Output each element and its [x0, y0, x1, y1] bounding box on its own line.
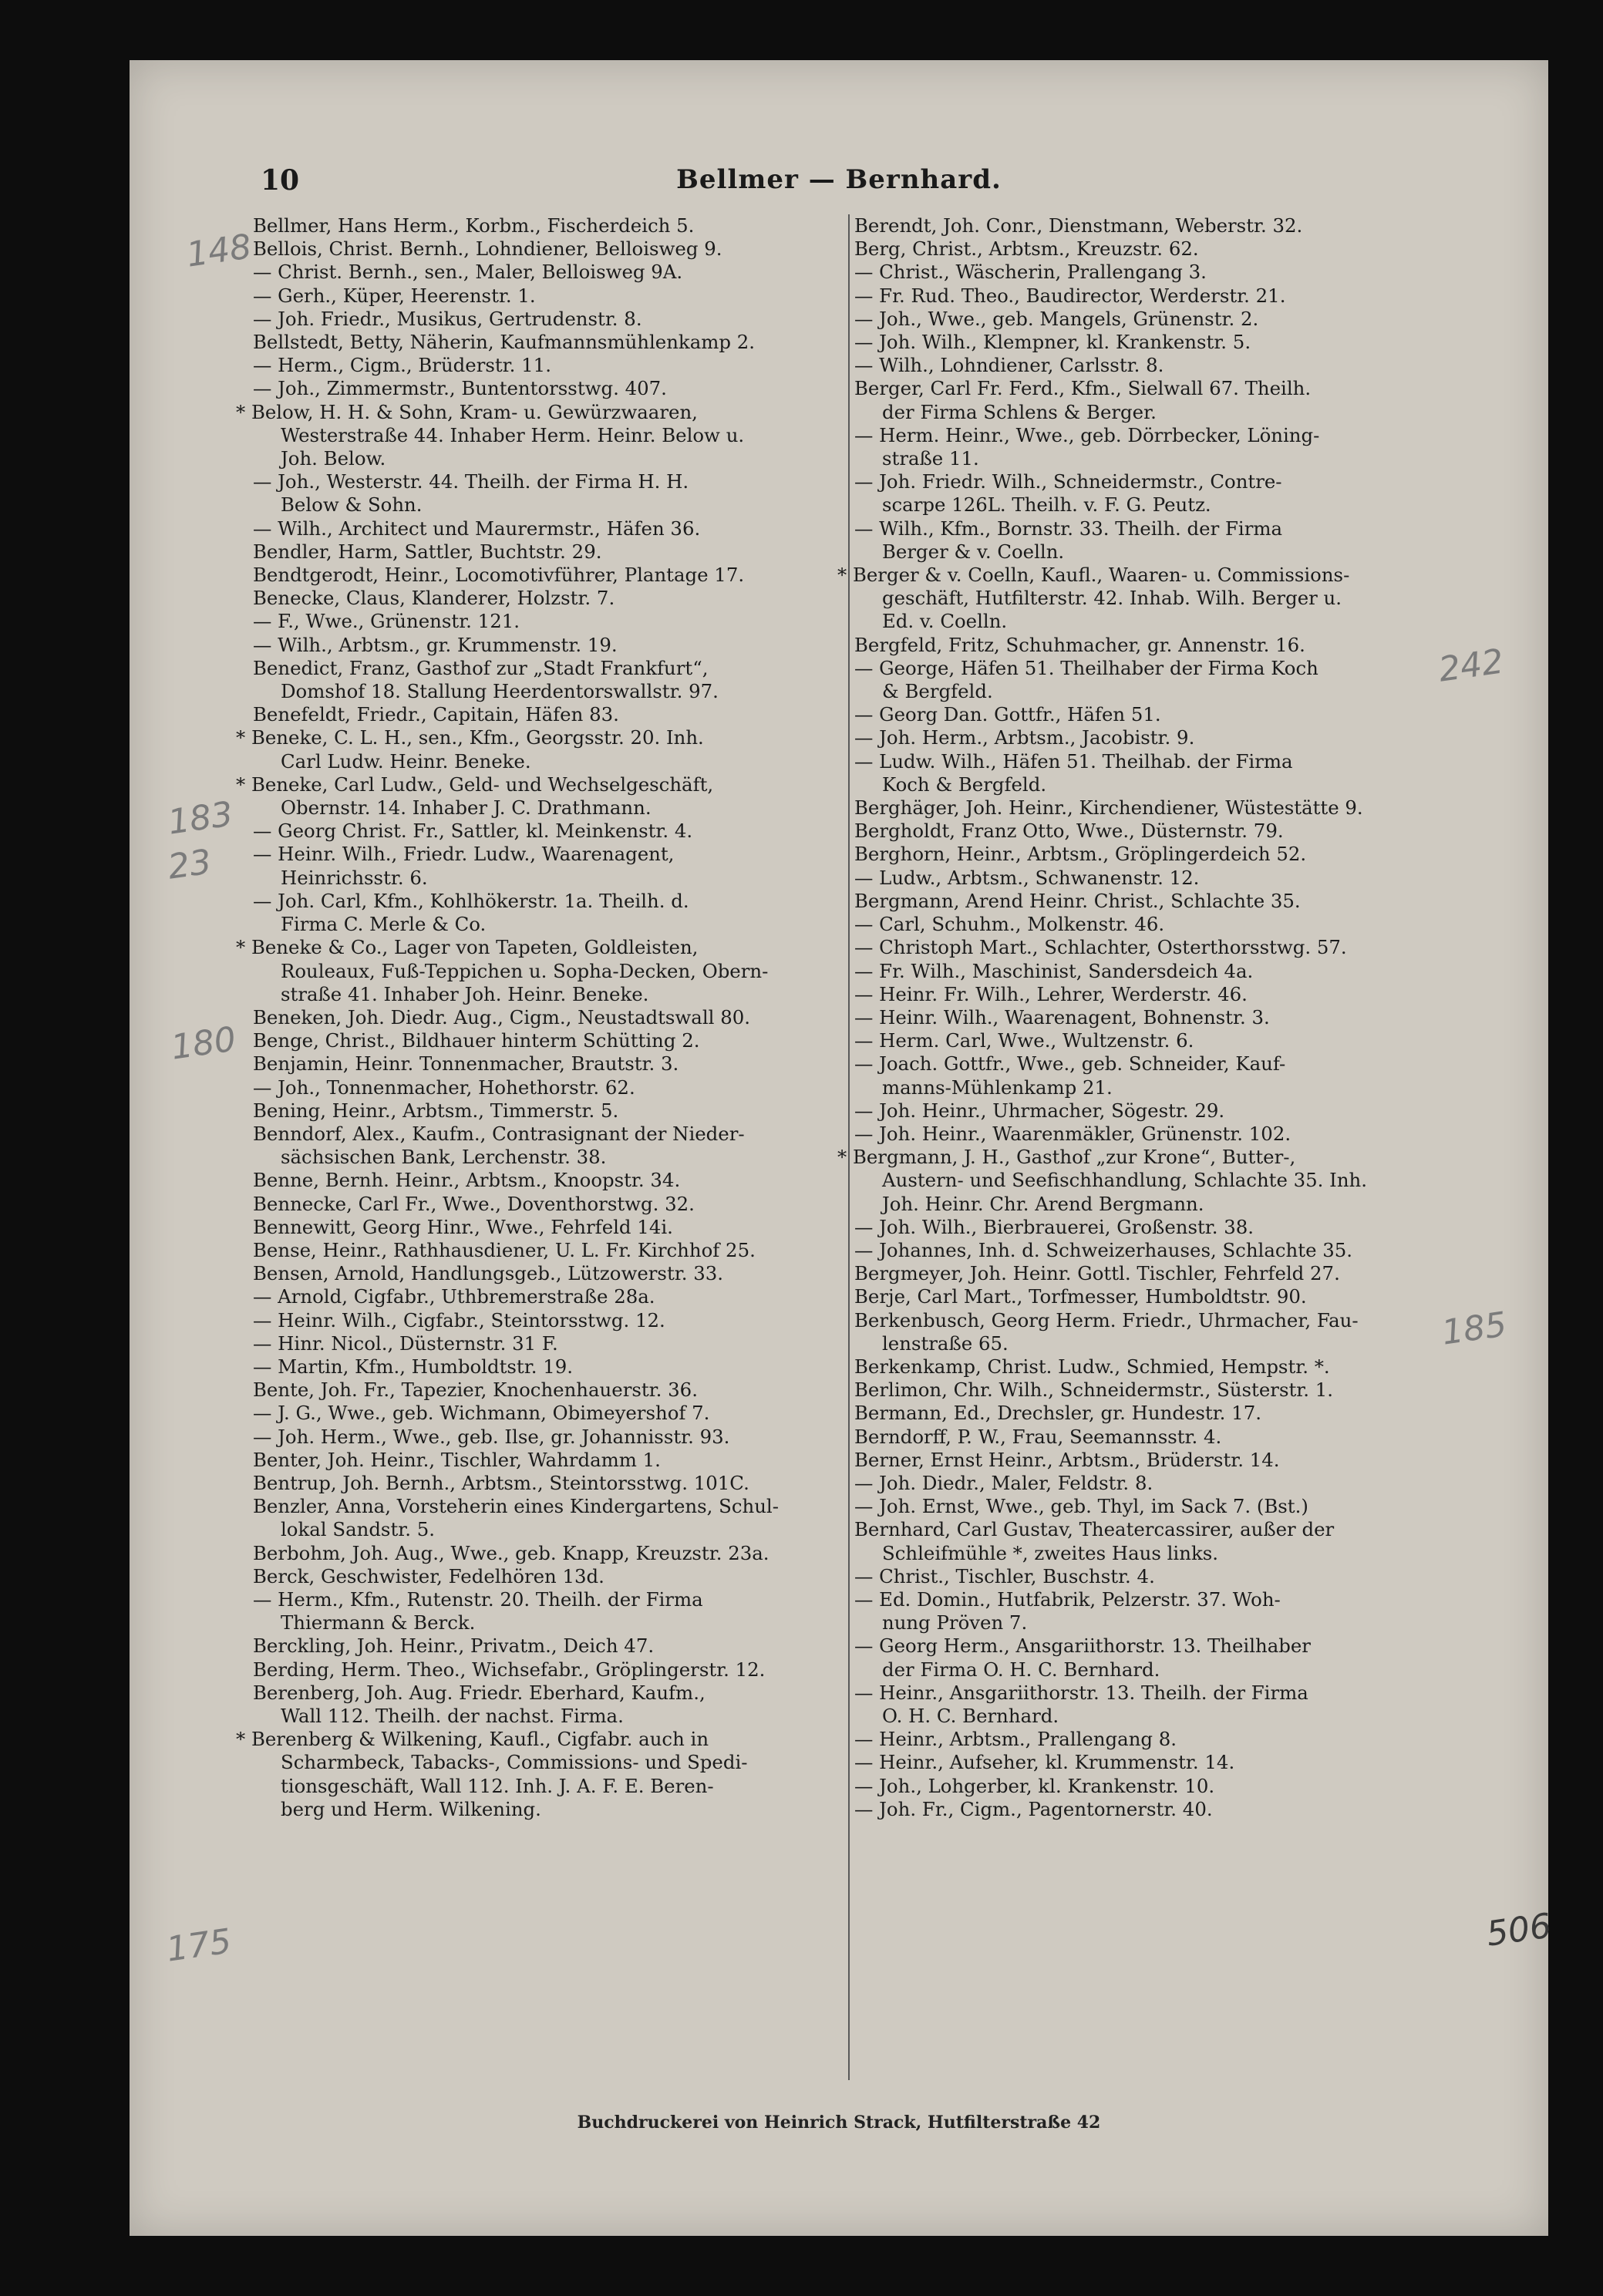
entry-line: straße 41. Inhaber Joh. Heinr. Beneke.: [281, 982, 649, 1005]
entry-line: — Heinr., Arbtsm., Prallengang 8.: [854, 1728, 1177, 1751]
directory-entry: [854, 237, 1436, 261]
entry-line: — Herm. Carl, Wwe., Wultzenstr. 6.: [854, 1029, 1194, 1052]
entry-line: — Heinr. Fr. Wilh., Lehrer, Werderstr. 46.: [854, 982, 1248, 1005]
entry-line: Berndorff, P. W., Frau, Seemannsstr. 4.: [854, 1425, 1222, 1448]
entry-line: Berckling, Joh. Heinr., Privatm., Deich 47.: [253, 1634, 655, 1658]
entry-line: Berner, Ernst Heinr., Arbtsm., Brüderstr. 14.: [854, 1448, 1280, 1471]
entry-line: — Wilh., Lohndiener, Carlsstr. 8.: [854, 354, 1164, 377]
directory-entry: [837, 1146, 1436, 1216]
entry-line: Firma C. Merle & Co.: [281, 913, 487, 936]
entry-line: — J. G., Wwe., geb. Wichmann, Obimeyershof 7.: [253, 1402, 710, 1425]
directory-entry: [253, 1332, 847, 1355]
entry-line: — Arnold, Cigfabr., Uthbremerstraße 28a.: [253, 1285, 655, 1308]
entry-line: straße 11.: [882, 447, 979, 470]
directory-entry: [854, 1518, 1436, 1564]
directory-entry: [854, 1379, 1436, 1402]
entry-line: der Firma O. H. C. Bernhard.: [882, 1658, 1160, 1681]
directory-entry: [253, 1239, 847, 1262]
entry-line: Benzler, Anna, Vorsteherin eines Kindergartens, Schul-: [253, 1495, 779, 1518]
entry-line: — Heinr., Aufseher, kl. Krummenstr. 14.: [854, 1751, 1235, 1774]
entry-line: Bendtgerodt, Heinr., Locomotivführer, Plantage 17.: [253, 564, 745, 587]
directory-entry: [253, 1495, 847, 1541]
directory-entry: [854, 517, 1436, 564]
directory-entry: [854, 820, 1436, 843]
entry-line: Beneken, Joh. Diedr. Aug., Cigm., Neustadtswall 80.: [253, 1005, 750, 1028]
entry-line: Benecke, Claus, Klanderer, Holzstr. 7.: [253, 587, 615, 610]
printer-imprint: Buchdruckerei von Heinrich Strack, Hutfilterstraße 42: [577, 2113, 1101, 2133]
entry-line: Berkenbusch, Georg Herm. Friedr., Uhrmacher, Fau-: [854, 1308, 1359, 1331]
entry-line: Heinrichsstr. 6.: [281, 866, 428, 889]
entry-line: — Ed. Domin., Hutfabrik, Pelzerstr. 37. Woh-: [854, 1587, 1281, 1611]
entry-line: Berlimon, Chr. Wilh., Schneidermstr., Süsterstr. 1.: [854, 1379, 1334, 1402]
directory-entry: [854, 726, 1436, 749]
entry-line: manns-Mühlenkamp 21.: [882, 1076, 1113, 1099]
margin-note: 148: [184, 227, 254, 275]
directory-entry: [854, 936, 1436, 959]
directory-entry: [236, 400, 847, 471]
directory-entry: [253, 308, 847, 331]
directory-entry: [854, 796, 1436, 820]
directory-entry: [837, 564, 1436, 634]
directory-entry: [854, 1239, 1436, 1262]
entry-line: * Berenberg & Wilkening, Kaufl., Cigfabr. auch in: [236, 1728, 709, 1751]
directory-entry: [854, 1798, 1436, 1821]
entry-line: — F., Wwe., Grünenstr. 121.: [253, 610, 520, 633]
directory-entry: [854, 983, 1436, 1006]
entry-line: — Joh. Herm., Wwe., geb. Ilse, gr. Johannisstr. 93.: [253, 1425, 730, 1448]
entry-line: Joh. Below.: [281, 447, 386, 470]
directory-entry: [854, 1309, 1436, 1355]
entry-line: Benne, Bernh. Heinr., Arbtsm., Knoopstr. 34.: [253, 1169, 681, 1192]
directory-entry: [854, 1402, 1436, 1425]
margin-note: 183: [165, 794, 236, 843]
directory-entry: [253, 1076, 847, 1099]
directory-entry: [854, 1052, 1436, 1099]
entry-line: — Heinr. Wilh., Cigfabr., Steintorsstwg. 12.: [253, 1308, 665, 1331]
entry-line: Joh. Heinr. Chr. Arend Bergmann.: [882, 1192, 1204, 1215]
entry-line: Schleifmühle *, zweites Haus links.: [882, 1541, 1218, 1564]
entry-line: Berje, Carl Mart., Torfmesser, Humboldtstr. 90.: [854, 1285, 1307, 1308]
directory-entry: [253, 1449, 847, 1472]
directory-entry: [854, 261, 1436, 284]
directory-entry: [253, 1216, 847, 1239]
directory-entry: [854, 331, 1436, 354]
entry-line: — Christoph Mart., Schlachter, Osterthorsstwg. 57.: [854, 936, 1347, 959]
directory-entry: [854, 1449, 1436, 1472]
directory-entry: [253, 1542, 847, 1565]
directory-entry: [253, 354, 847, 377]
entry-line: Bente, Joh. Fr., Tapezier, Knochenhauerstr. 36.: [253, 1379, 698, 1402]
entry-line: sächsischen Bank, Lerchenstr. 38.: [281, 1146, 607, 1169]
entry-line: Benefeldt, Friedr., Capitain, Häfen 83.: [253, 703, 619, 726]
directory-entry: [253, 890, 847, 936]
entry-line: berg und Herm. Wilkening.: [281, 1797, 541, 1820]
directory-entry: [253, 377, 847, 400]
directory-entry: [253, 1588, 847, 1634]
directory-entry: [854, 1006, 1436, 1029]
directory-entry: [253, 587, 847, 610]
entry-line: — Joh., Wwe., geb. Mangels, Grünenstr. 2.: [854, 307, 1259, 330]
entry-line: — Joh., Lohgerber, kl. Krankenstr. 10.: [854, 1774, 1215, 1797]
directory-entry: [236, 726, 847, 773]
directory-entry: [854, 1216, 1436, 1239]
entry-line: — Wilh., Arbtsm., gr. Krummenstr. 19.: [253, 633, 618, 656]
directory-entry: [854, 913, 1436, 936]
right-column: [837, 214, 1436, 1821]
directory-entry: [854, 377, 1436, 423]
entry-line: * Beneke, C. L. H., sen., Kfm., Georgsstr. 20. Inh.: [236, 726, 704, 749]
directory-entry: [854, 960, 1436, 983]
directory-entry: [854, 634, 1436, 657]
directory-entry: [854, 890, 1436, 913]
entry-line: — Wilh., Kfm., Bornstr. 33. Theilh. der Firma: [854, 517, 1283, 540]
entry-line: Bernhard, Carl Gustav, Theatercassirer, außer der: [854, 1518, 1335, 1541]
entry-line: Bennecke, Carl Fr., Wwe., Doventhorstwg. 32.: [253, 1192, 695, 1215]
entry-line: — Joh. Ernst, Wwe., geb. Thyl, im Sack 7. (Bst.): [854, 1495, 1308, 1518]
directory-entry: [253, 1309, 847, 1332]
entry-line: geschäft, Hutfilterstr. 42. Inhab. Wilh. Berger u.: [882, 587, 1342, 610]
directory-entry: [253, 1565, 847, 1588]
entry-line: Bellstedt, Betty, Näherin, Kaufmannsmühlenkamp 2.: [253, 331, 756, 354]
entry-line: Bergmann, Arend Heinr. Christ., Schlachte 35.: [854, 889, 1301, 912]
directory-entry: [253, 540, 847, 564]
entry-line: * Beneke, Carl Ludw., Geld- und Wechselgeschäft,: [236, 773, 714, 796]
entry-line: — Heinr., Ansgariithorstr. 13. Theilh. der Firma: [854, 1681, 1308, 1704]
entry-line: — Herm., Kfm., Rutenstr. 20. Theilh. der Firma: [253, 1587, 703, 1611]
directory-entry: [253, 1402, 847, 1425]
directory-entry: [854, 1565, 1436, 1588]
entry-line: — Wilh., Architect und Maurermstr., Häfen 36.: [253, 517, 701, 540]
directory-entry: [253, 703, 847, 726]
entry-line: Berding, Herm. Theo., Wichsefabr., Gröplingerstr. 12.: [253, 1658, 766, 1681]
directory-entry: [253, 284, 847, 308]
directory-entry: [854, 1099, 1436, 1123]
directory-entry: [253, 1472, 847, 1495]
entry-line: Bense, Heinr., Rathhausdiener, U. L. Fr. Kirchhof 25.: [253, 1238, 756, 1261]
entry-line: — Gerh., Küper, Heerenstr. 1.: [253, 284, 536, 307]
entry-line: Benedict, Franz, Gasthof zur „Stadt Frankfurt“,: [253, 656, 709, 679]
directory-entry: [253, 843, 847, 889]
entry-line: Bennewitt, Georg Hinr., Wwe., Fehrfeld 14i.: [253, 1215, 673, 1238]
directory-entry: [236, 936, 847, 1006]
directory-entry: [854, 1775, 1436, 1798]
entry-line: — Joh., Zimmermstr., Buntentorsstwg. 407.: [253, 377, 667, 400]
entry-line: * Bergmann, J. H., Gasthof „zur Krone“, Butter-,: [837, 1146, 1296, 1169]
directory-entry: [854, 470, 1436, 517]
directory-entry: [854, 214, 1436, 237]
directory-entry: [854, 1355, 1436, 1379]
directory-entry: [253, 1682, 847, 1728]
directory-entry: [854, 1588, 1436, 1634]
entry-line: — Fr. Wilh., Maschinist, Sandersdeich 4a.: [854, 959, 1254, 982]
directory-entry: [253, 1355, 847, 1379]
entry-line: — Christ., Tischler, Buschstr. 4.: [854, 1564, 1155, 1587]
entry-line: der Firma Schlens & Berger.: [882, 400, 1157, 423]
entry-line: Carl Ludw. Heinr. Beneke.: [281, 749, 531, 773]
directory-entry: [253, 564, 847, 587]
page-number: 10: [261, 164, 300, 197]
directory-entry: [854, 1728, 1436, 1751]
margin-note: 180: [168, 1019, 239, 1068]
directory-entry: [253, 470, 847, 517]
directory-entry: [253, 1169, 847, 1192]
directory-entry: [854, 1123, 1436, 1146]
entry-line: Berkenkamp, Christ. Ludw., Schmied, Hempstr. *.: [854, 1355, 1330, 1378]
entry-line: Bergmeyer, Joh. Heinr. Gottl. Tischler, Fehrfeld 27.: [854, 1262, 1340, 1285]
entry-line: Berger & v. Coelln.: [882, 540, 1065, 563]
directory-entry: [253, 331, 847, 354]
directory-entry: [236, 773, 847, 820]
entry-line: scarpe 126L. Theilh. v. F. G. Peutz.: [882, 493, 1211, 517]
entry-line: Berck, Geschwister, Fedelhören 13d.: [253, 1564, 604, 1587]
entry-line: Westerstraße 44. Inhaber Herm. Heinr. Below u.: [281, 423, 745, 446]
entry-line: — Joh. Diedr., Maler, Feldstr. 8.: [854, 1471, 1153, 1494]
directory-entry: [854, 1495, 1436, 1518]
entry-line: Berghäger, Joh. Heinr., Kirchendiener, Wüstestätte 9.: [854, 796, 1363, 820]
directory-entry: [854, 1029, 1436, 1052]
entry-line: Koch & Bergfeld.: [882, 773, 1047, 796]
entry-line: — Joach. Gottfr., Wwe., geb. Schneider, Kauf-: [854, 1052, 1286, 1076]
margin-note: 185: [1439, 1305, 1510, 1353]
entry-line: — Carl, Schuhm., Molkenstr. 46.: [854, 913, 1165, 936]
directory-entry: [253, 634, 847, 657]
entry-line: Below & Sohn.: [281, 493, 423, 517]
entry-line: — Hinr. Nicol., Düsternstr. 31 F.: [253, 1331, 558, 1355]
entry-line: Berendt, Joh. Conr., Dienstmann, Weberstr. 32.: [854, 214, 1303, 237]
directory-entry: [236, 1728, 847, 1821]
directory-entry: [253, 657, 847, 703]
entry-line: — Joh. Carl, Kfm., Kohlhökerstr. 1a. Theilh. d.: [253, 889, 689, 912]
entry-line: — Joh. Heinr., Waarenmäkler, Grünenstr. 102.: [854, 1122, 1291, 1145]
directory-entry: [854, 657, 1436, 703]
entry-line: — Georg Dan. Gottfr., Häfen 51.: [854, 703, 1161, 726]
entry-line: — Johannes, Inh. d. Schweizerhauses, Schlachte 35.: [854, 1238, 1353, 1261]
entry-line: — Georg Herm., Ansgariithorstr. 13. Theilhaber: [854, 1634, 1311, 1658]
directory-entry: [854, 1472, 1436, 1495]
entry-line: — Joh. Fr., Cigm., Pagentornerstr. 40.: [854, 1797, 1213, 1820]
entry-line: Rouleaux, Fuß-Teppichen u. Sopha-Decken, Obern-: [281, 959, 769, 982]
directory-entry: [854, 1634, 1436, 1681]
directory-entry: [253, 820, 847, 843]
entry-line: — Christ. Bernh., sen., Maler, Belloisweg 9A.: [253, 261, 683, 284]
entry-line: Berenberg, Joh. Aug. Friedr. Eberhard, Kaufm.,: [253, 1681, 706, 1704]
entry-line: — Heinr. Wilh., Waarenagent, Bohnenstr. 3.: [854, 1005, 1270, 1028]
directory-entry: [253, 237, 847, 261]
entry-line: — Martin, Kfm., Humboldtstr. 19.: [253, 1355, 573, 1378]
directory-entry: [854, 867, 1436, 890]
directory-entry: [253, 1099, 847, 1123]
directory-entry: [253, 1379, 847, 1402]
entry-line: Austern- und Seefischhandlung, Schlachte 35. Inh.: [882, 1169, 1367, 1192]
entry-line: — Georg Christ. Fr., Sattler, kl. Meinkenstr. 4.: [253, 820, 693, 843]
entry-line: — Joh. Heinr., Uhrmacher, Sögestr. 29.: [854, 1099, 1225, 1122]
entry-line: Berghorn, Heinr., Arbtsm., Gröplingerdeich 52.: [854, 843, 1307, 866]
running-head: Bellmer — Bernhard.: [676, 164, 1002, 195]
directory-entry: [854, 703, 1436, 726]
entry-line: — George, Häfen 51. Theilhaber der Firma Koch: [854, 656, 1318, 679]
directory-entry: [854, 1426, 1436, 1449]
entry-line: — Christ., Wäscherin, Prallengang 3.: [854, 261, 1207, 284]
entry-line: Benge, Christ., Bildhauer hinterm Schütting 2.: [253, 1029, 700, 1052]
entry-line: — Joh. Friedr., Musikus, Gertrudenstr. 8.: [253, 307, 642, 330]
document-page: [130, 60, 1554, 2236]
directory-entry: [854, 843, 1436, 866]
entry-line: Berg, Christ., Arbtsm., Kreuzstr. 62.: [854, 237, 1199, 261]
entry-line: Bensen, Arnold, Handlungsgeb., Lützowerstr. 33.: [253, 1262, 724, 1285]
entry-line: — Fr. Rud. Theo., Baudirector, Werderstr. 21.: [854, 284, 1286, 307]
entry-line: Berger, Carl Fr. Ferd., Kfm., Sielwall 67. Theilh.: [854, 377, 1312, 400]
directory-entry: [253, 1006, 847, 1029]
directory-entry: [854, 308, 1436, 331]
directory-entry: [253, 610, 847, 633]
entry-line: — Joh., Westerstr. 44. Theilh. der Firma H. H.: [253, 470, 689, 493]
directory-entry: [253, 1052, 847, 1076]
entry-line: — Herm. Heinr., Wwe., geb. Dörrbecker, Löning-: [854, 423, 1320, 446]
entry-line: Bellois, Christ. Bernh., Lohndiener, Belloisweg 9.: [253, 237, 722, 261]
entry-line: Benter, Joh. Heinr., Tischler, Wahrdamm 1.: [253, 1448, 661, 1471]
entry-line: Bergfeld, Fritz, Schuhmacher, gr. Annenstr. 16.: [854, 633, 1305, 656]
directory-entry: [854, 354, 1436, 377]
directory-entry: [854, 1262, 1436, 1285]
directory-entry: [253, 1193, 847, 1216]
directory-entry: [253, 1029, 847, 1052]
entry-line: Domshof 18. Stallung Heerdentorswallstr. 97.: [281, 680, 719, 703]
entry-line: Obernstr. 14. Inhaber J. C. Drathmann.: [281, 796, 652, 820]
directory-entry: [253, 1123, 847, 1169]
entry-line: — Joh. Wilh., Klempner, kl. Krankenstr. 5.: [854, 331, 1251, 354]
directory-entry: [253, 517, 847, 540]
margin-note: 175: [163, 1921, 234, 1970]
entry-line: Berbohm, Joh. Aug., Wwe., geb. Knapp, Kreuzstr. 23a.: [253, 1541, 770, 1564]
entry-line: nung Pröven 7.: [882, 1611, 1028, 1634]
entry-line: Bellmer, Hans Herm., Korbm., Fischerdeich 5.: [253, 214, 695, 237]
entry-line: Scharmbeck, Tabacks-, Commissions- und Spedi-: [281, 1751, 748, 1774]
entry-line: Wall 112. Theilh. der nachst. Firma.: [281, 1705, 624, 1727]
directory-entry: [854, 284, 1436, 308]
directory-entry: [253, 214, 847, 237]
entry-line: * Below, H. H. & Sohn, Kram- u. Gewürzwaaren,: [236, 400, 698, 423]
directory-entry: [253, 1658, 847, 1682]
entry-line: tionsgeschäft, Wall 112. Inh. J. A. F. E. Beren-: [281, 1774, 714, 1797]
entry-line: — Joh. Friedr. Wilh., Schneidermstr., Contre-: [854, 470, 1282, 493]
entry-line: * Berger & v. Coelln, Kaufl., Waaren- u. Commissions-: [837, 564, 1350, 587]
directory-entry: [253, 1426, 847, 1449]
directory-entry: [253, 1634, 847, 1658]
entry-line: — Ludw. Wilh., Häfen 51. Theilhab. der Firma: [854, 749, 1293, 773]
entry-line: lokal Sandstr. 5.: [281, 1518, 436, 1541]
entry-line: Bendler, Harm, Sattler, Buchtstr. 29.: [253, 540, 602, 563]
entry-line: & Bergfeld.: [882, 680, 993, 703]
entry-line: — Joh. Wilh., Bierbrauerei, Großenstr. 38.: [854, 1215, 1254, 1238]
directory-entry: [253, 1285, 847, 1308]
entry-line: O. H. C. Bernhard.: [882, 1705, 1059, 1727]
entry-line: * Beneke & Co., Lager von Tapeten, Goldleisten,: [236, 936, 699, 959]
entry-line: — Joh., Tonnenmacher, Hohethorstr. 62.: [253, 1076, 635, 1099]
entry-line: Thiermann & Berck.: [281, 1611, 476, 1634]
entry-line: Bening, Heinr., Arbtsm., Timmerstr. 5.: [253, 1099, 619, 1122]
left-column: [236, 214, 847, 1821]
entry-line: Bermann, Ed., Drechsler, gr. Hundestr. 17.: [854, 1402, 1261, 1425]
directory-entry: [854, 1751, 1436, 1774]
margin-note: 23: [165, 842, 214, 887]
directory-entry: [854, 750, 1436, 796]
directory-entry: [854, 1682, 1436, 1728]
margin-note: 506: [1483, 1906, 1554, 1954]
entry-line: Benjamin, Heinr. Tonnenmacher, Brautstr. 3.: [253, 1052, 679, 1076]
entry-line: — Ludw., Arbtsm., Schwanenstr. 12.: [854, 866, 1200, 889]
margin-note: 242: [1436, 641, 1507, 690]
entry-line: Benndorf, Alex., Kaufm., Contrasignant der Nieder-: [253, 1122, 745, 1145]
entry-line: lenstraße 65.: [882, 1331, 1009, 1355]
entry-line: Bergholdt, Franz Otto, Wwe., Düsternstr. 79.: [854, 820, 1284, 843]
directory-entry: [854, 424, 1436, 470]
directory-entry: [253, 1262, 847, 1285]
directory-entry: [854, 1285, 1436, 1308]
entry-line: Bentrup, Joh. Bernh., Arbtsm., Steintorsstwg. 101C.: [253, 1471, 749, 1494]
entry-line: — Herm., Cigm., Brüderstr. 11.: [253, 354, 551, 377]
directory-entry: [253, 261, 847, 284]
entry-line: — Joh. Herm., Arbtsm., Jacobistr. 9.: [854, 726, 1195, 749]
entry-line: — Heinr. Wilh., Friedr. Ludw., Waarenagent,: [253, 843, 675, 866]
entry-line: Ed. v. Coelln.: [882, 610, 1008, 633]
